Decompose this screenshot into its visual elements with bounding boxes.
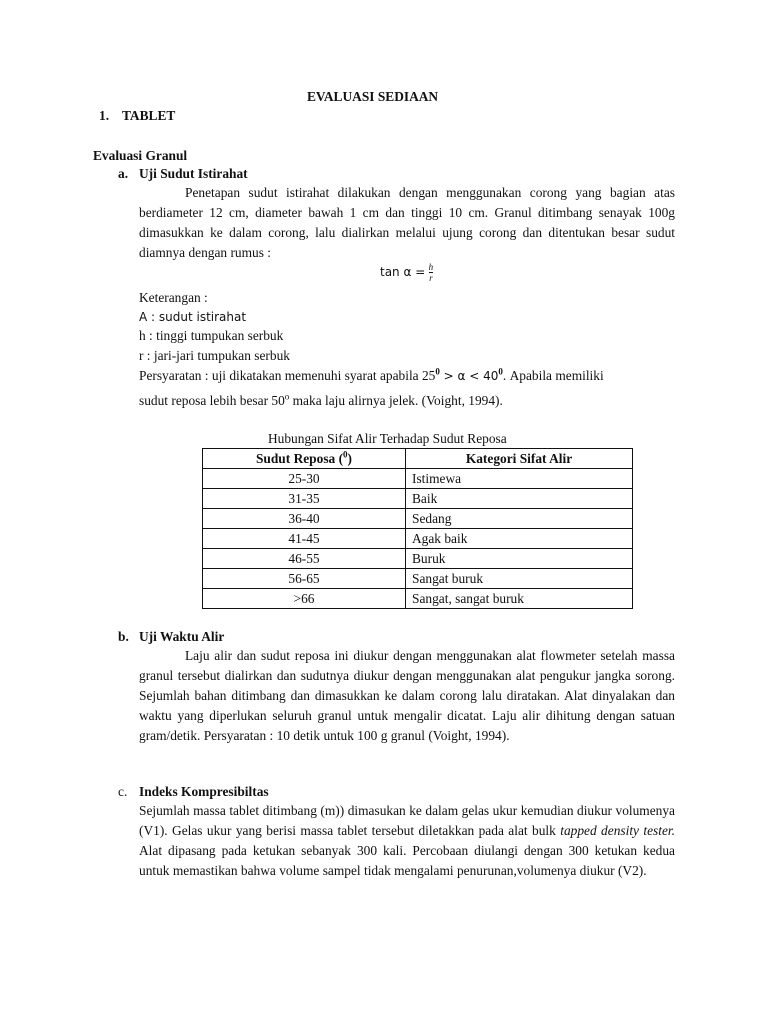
formula <box>380 262 433 283</box>
table-row <box>203 529 633 549</box>
item-c-paragraph <box>139 801 675 881</box>
cell-category: Istimewa <box>406 469 633 489</box>
flow-property-table <box>202 448 633 609</box>
cell-range: 46-55 <box>203 549 406 569</box>
table-row <box>203 489 633 509</box>
requirement-line-1 <box>139 366 675 386</box>
req-sup-2: 0 <box>498 366 503 377</box>
section-title: TABLET <box>122 108 176 123</box>
cell-category: Sedang <box>406 509 633 529</box>
req-text-2: > α < 40 <box>439 369 499 383</box>
item-b-title: Uji Waktu Alir <box>139 629 225 644</box>
header-sudut-reposa <box>203 449 406 469</box>
table-row <box>203 549 633 569</box>
req-sup-1: 0 <box>435 366 440 377</box>
table-row <box>203 509 633 529</box>
cell-category: Agak baik <box>406 529 633 549</box>
cell-range: 41-45 <box>203 529 406 549</box>
req2-sup: o <box>284 391 290 402</box>
req-text-1: Persyaratan : uji dikatakan memenuhi syarat apabila 25 <box>139 368 436 383</box>
req2-text-a: sudut reposa lebih besar 50 <box>139 393 285 408</box>
item-c-text-2: Alat dipasang pada ketukan sebanyak 300 kali. Percobaan diulangi dengan 300 ketukan kedua untuk memastikan bahwa volume sampel tidak mengalami penurunan,volumenya diukur (V2). <box>139 843 675 878</box>
item-a-title: Uji Sudut Istirahat <box>139 166 248 181</box>
definition-r: r : jari-jari tumpukan serbuk <box>139 348 290 363</box>
cell-range: >66 <box>203 589 406 609</box>
subheading: Evaluasi Granul <box>93 148 188 163</box>
item-a-paragraph: Penetapan sudut istirahat dilakukan dengan menggunakan corong yang bagian atas berdiameter 12 cm, diameter bawah 1 cm dan tinggi 10 cm. Granul ditimbang senayak 100g dimasukkan ke dalam corong, lalu dialirkan melalui ujung corong dan ditentukan besar sudut diamnya dengan rumus : <box>139 185 675 260</box>
formula-fraction <box>429 262 434 283</box>
header-left-text: Sudut Reposa ( <box>255 451 344 466</box>
table-caption: Hubungan Sifat Alir Terhadap Sudut Reposa <box>268 431 507 446</box>
cell-category: Sangat, sangat buruk <box>406 589 633 609</box>
header-kategori: Kategori Sifat Alir <box>406 449 633 469</box>
item-c-italic: tapped density tester. <box>560 823 675 838</box>
cell-category: Baik <box>406 489 633 509</box>
cell-range: 36-40 <box>203 509 406 529</box>
header-left-sup: 0 <box>343 449 348 460</box>
item-b-paragraph: Laju alir dan sudut reposa ini diukur dengan menggunakan alat flowmeter setelah massa granul tersebut dialirkan dan sudutnya diukur dengan menggunakan alat pengukur jangka sorong. Sejumlah bahan ditimbang dan dimasukkan ke dalam corong lalu diratakan. Alat dinyalakan dan waktu yang diperlukan seluruh granul untuk mengalir dicatat. Laju alir dihitung dengan satuan gram/detik. Persyaratan : 10 detik untuk 100 g granul (Voight, 1994). <box>139 648 675 743</box>
cell-category: Buruk <box>406 549 633 569</box>
cell-category: Sangat buruk <box>406 569 633 589</box>
definition-h: h : tinggi tumpukan serbuk <box>139 328 284 343</box>
table-row <box>203 569 633 589</box>
table-header-row <box>203 449 633 469</box>
formula-lhs: tan α = <box>380 265 426 279</box>
item-a-marker: a. <box>118 166 129 181</box>
keterangan-label: Keterangan : <box>139 290 208 305</box>
formula-denominator: r <box>429 273 433 284</box>
cell-range: 56-65 <box>203 569 406 589</box>
table-row <box>203 589 633 609</box>
item-b-marker: b. <box>118 629 129 644</box>
definition-a: A : sudut istirahat <box>139 310 247 324</box>
section-number: 1. <box>99 108 110 123</box>
header-left-end: ) <box>347 451 353 466</box>
cell-range: 31-35 <box>203 489 406 509</box>
req2-text-b: maka laju alirnya jelek. (Voight, 1994). <box>292 393 503 408</box>
req-text-3: . Apabila memiliki <box>502 368 604 383</box>
doc-title: EVALUASI SEDIAAN <box>307 89 439 104</box>
formula-numerator: h <box>428 262 434 273</box>
item-c-marker: c. <box>118 784 128 799</box>
item-c-title: Indeks Kompresibiltas <box>139 784 269 799</box>
item-c-text-1: Sejumlah massa tablet ditimbang (m)) dimasukan ke dalam gelas ukur kemudian diukur volumenya (V1). Gelas ukur yang berisi massa tablet tersebut diletakkan pada alat bulk <box>139 803 675 838</box>
requirement-line-2 <box>139 391 503 411</box>
cell-range: 25-30 <box>203 469 406 489</box>
table-row <box>203 469 633 489</box>
